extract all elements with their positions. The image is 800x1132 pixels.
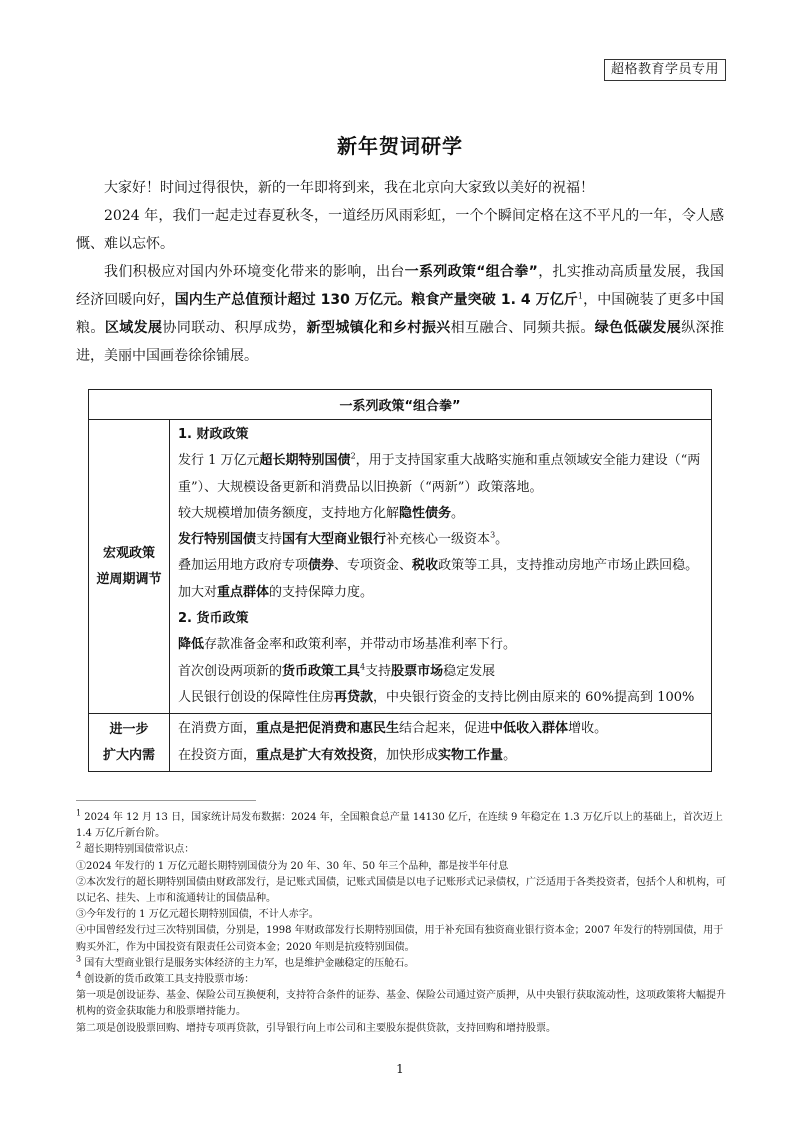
footnote-ref-1[interactable]: 1: [577, 291, 583, 301]
demand-item: [178, 743, 711, 769]
table-row-macro-policy: [89, 420, 712, 714]
row-label-line: 逆周期调节: [96, 571, 162, 587]
text-span: 、专项资金、: [334, 558, 413, 574]
row-label-line: 进一步: [109, 721, 149, 737]
text-span: 纵深推进，美丽中国画卷徐徐铺展。: [76, 320, 725, 364]
footnote-4-item: 第二项是创设股票回购、增持专项再贷款，引导银行向上市公司和主要股东提供贷款，支持回购和增持股票。: [76, 1022, 556, 1034]
fiscal-item: [178, 501, 711, 527]
bold-span: 重点是扩大有效投资: [256, 747, 374, 763]
page-title: 新年贺词研学: [337, 134, 463, 158]
bold-span: 区域发展: [104, 320, 163, 336]
fiscal-item: [178, 527, 711, 553]
text-span: 增收。: [568, 721, 608, 737]
text-span: 结合起来，促进: [399, 721, 491, 737]
footnote-2-item: ③今年发行的 1 万亿元超长期特别国债，不计人赤字。: [76, 909, 319, 921]
text-span: 相互融合、同频共振。: [450, 320, 595, 336]
table-row-domestic-demand: [89, 714, 712, 772]
paragraph-year-review: 2024 年，我们一起走过春夏秋冬，一道经历风雨彩虹，一个个瞬间定格在这不平凡的一年，令人感慨、难以忘怀。: [76, 208, 724, 252]
bold-span: 新型城镇化和乡村振兴: [306, 320, 451, 336]
footnote-2-item: ④中国曾经发行过三次特别国债，分别是，1998 年财政部发行长期特别国债，用于补充国有独资商业银行资本金；2007 年发行的特别国债，用于购买外汇，作为中国投资有限责任公司资本金；2020 年则是抗疫特别国债。: [76, 925, 724, 953]
bold-span: 货币政策工具: [282, 663, 361, 679]
footnote-text: 国有大型商业银行是服务实体经济的主力军，也是维护金融稳定的压舱石。: [84, 957, 415, 969]
footnote-4-item: 第一项是创设证券、基金、保险公司互换便利，支持符合条件的证券、基金、保险公司通过资产质押，从中央银行获取流动性，这项政策将大幅提升机构的资金获取能力和股票增持能力。: [76, 990, 726, 1018]
text-span: ，加快形成: [373, 747, 439, 763]
policy-table: [88, 389, 712, 772]
footnote-4: [76, 972, 726, 988]
bold-span: 绿色低碳发展: [594, 320, 682, 336]
monetary-item: [178, 685, 711, 711]
bold-span: 一系列政策“组合拳”: [404, 264, 538, 280]
text-span: 。: [495, 532, 509, 548]
text-span: 支持: [256, 532, 283, 548]
text-span: 加大对: [178, 584, 218, 600]
body-text: [76, 174, 724, 370]
footnote-2: [76, 842, 726, 858]
bold-span: 实物工作量: [438, 747, 504, 763]
bold-span: 国有大型商业银行: [282, 532, 387, 548]
text-span: ，中央银行资金的支持比例由原来的 60%提高到 100%: [373, 689, 695, 705]
footnote-2-item: ②本次发行的超长期特别国债由财政部发行，是记账式国债，记账式国债是以电子记账形式记录债权，广泛适用于各类投资者，包括个人和机构，可以记名、挂失、上市和流通转让的国债品种。: [76, 876, 726, 905]
footnote-text: 创设新的货币政策工具支持股票市场：: [84, 974, 255, 986]
text-span: 叠加运用地方政府专项: [178, 558, 309, 574]
bold-span: 中低收入群体: [490, 721, 569, 737]
text-span: 支持: [365, 663, 392, 679]
footnote-number: 3: [76, 954, 82, 964]
row-label-line: 扩大内需: [102, 747, 155, 763]
footnote-3: [76, 956, 726, 972]
footnote-ref-3[interactable]: 3: [490, 530, 496, 540]
footnote-number: 2: [76, 841, 82, 851]
footnotes: [76, 810, 726, 1037]
footnote-2-item: ①2024 年发行的 1 万亿元超长期特别国债分为 20 年、30 年、50 年三个品种，都是按半年付息: [76, 860, 509, 872]
text-span: 存款准备金率和政策利率，并带动市场基准利率下行。: [204, 637, 517, 653]
footnote-text: 超长期特别国债常识点：: [84, 844, 195, 856]
text-span: 在投资方面，: [178, 747, 257, 763]
domestic-demand-content: [170, 714, 712, 772]
text-span: 补充核心一级资本: [386, 532, 491, 548]
footnote-divider: [76, 800, 256, 801]
bold-span: 国内生产总值预计超过 130 万亿元。粮食产量突破 1. 4 万亿斤: [174, 292, 578, 308]
monetary-item: [178, 632, 711, 658]
bold-span: 重点群体: [217, 584, 270, 600]
text-span: ，中国碗装了更多中国粮。: [76, 292, 724, 336]
row-label-line: 宏观政策: [102, 545, 155, 561]
macro-policy-content: [170, 420, 712, 714]
text-span: 。: [451, 505, 465, 521]
fiscal-item: [178, 580, 711, 606]
footnote-text: 2024 年 12 月 13 日，国家统计局发布数据：2024 年，全国粮食总产量 14130 亿斤，在连续 9 年稳定在 1.3 万亿斤以上的基础上，首次迈上 1.4 万亿斤新台阶。: [76, 812, 723, 840]
text-span: ，扎实推动高质量发展，我国经济回暖向好，: [76, 264, 724, 308]
demand-item: [178, 716, 711, 742]
header-tag: 超格教育学员专用: [604, 59, 726, 81]
paragraph-economy: [76, 258, 724, 370]
paragraph-greeting: 大家好！时间过得很快，新的一年即将到来，我在北京向大家致以美好的祝福！: [104, 180, 594, 196]
text-span: 较大规模增加债务额度，支持地方化解: [178, 505, 400, 521]
table-header: 一系列政策“组合拳”: [89, 390, 712, 420]
monetary-item: [178, 659, 711, 685]
footnote-1: [76, 810, 726, 842]
page-number: 1: [396, 1062, 404, 1076]
bold-span: 股票市场: [391, 663, 444, 679]
fiscal-item: [178, 448, 711, 501]
bold-span: 降低: [178, 637, 205, 653]
footnote-ref-4[interactable]: 4: [360, 662, 366, 672]
text-span: 政策等工具，支持推动房地产市场止跌回稳。: [438, 558, 699, 574]
row-label-macro-policy: [89, 420, 170, 714]
text-span: 的支持保障力度。: [269, 584, 374, 600]
text-span: ，用于支持国家重大战略实施和重点领域安全能力建设（“两重”）、大规模设备更新和消费品以旧换新（“两新”）政策落地。: [178, 453, 701, 495]
bold-span: 发行特别国债: [178, 532, 257, 548]
text-span: 稳定发展: [443, 663, 496, 679]
footnote-ref-2[interactable]: 2: [350, 451, 356, 461]
text-span: 人民银行创设的保障性住房: [178, 689, 335, 705]
table-header-row: [89, 390, 712, 420]
bold-span: 税收: [412, 558, 439, 574]
bold-span: 再贷款: [334, 689, 374, 705]
monetary-policy-heading: 2. 货币政策: [178, 611, 249, 627]
fiscal-policy-heading: 1. 财政政策: [178, 427, 249, 442]
row-label-domestic-demand: [89, 714, 170, 772]
fiscal-item: [178, 553, 711, 579]
text-span: 在消费方面，: [178, 721, 257, 737]
text-span: 。: [503, 747, 517, 763]
text-span: 我们积极应对国内外环境变化带来的影响，出台: [104, 264, 405, 280]
bold-span: 债券: [308, 558, 335, 574]
text-span: 首次创设两项新的: [178, 663, 283, 679]
text-span: 发行 1 万亿元: [178, 453, 260, 469]
footnote-number: 4: [76, 970, 82, 980]
bold-span: 隐性债务: [399, 505, 452, 521]
text-span: 协同联动、积厚成势，: [162, 320, 307, 336]
bold-span: 超长期特别国债: [259, 453, 351, 469]
bold-span: 重点是把促消费和惠民生: [256, 721, 400, 737]
footnote-number: 1: [76, 808, 82, 818]
